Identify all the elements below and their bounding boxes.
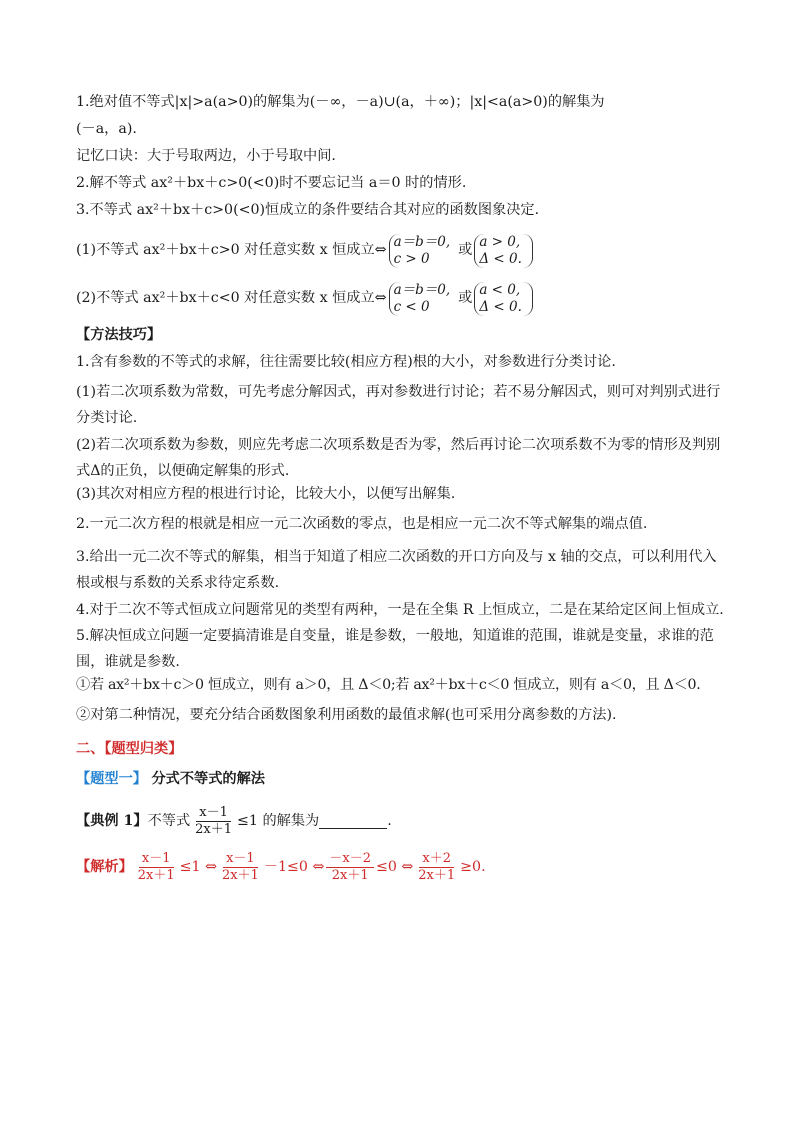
fraction-numerator: x－1 (196, 805, 231, 822)
or-word: 或 (458, 290, 473, 307)
note-1-line-2: (－a，a). (76, 121, 137, 137)
system-bracket (389, 234, 457, 268)
system-bracket (474, 234, 533, 268)
example-label: 【典例 1】 (76, 812, 148, 829)
method-1: 1.含有参数的不等式的求解，往往需要比较(相应方程)根的大小，对参数进行分类讨论. (76, 354, 616, 370)
answer-blank (319, 814, 387, 829)
note-3: 3.不等式 ax²＋bx＋c>0(<0)恒成立的条件要结合其对应的函数图象决定. (76, 202, 540, 218)
question-type-tag: 【题型一】 (76, 771, 147, 788)
method-2: 2.一元二次方程的根就是相应一元二次函数的零点，也是相应一元二次不等式解集的端点值. (76, 516, 648, 533)
fraction-denominator: 2x＋1 (418, 867, 456, 883)
methods-heading: 【方法技巧】 (76, 327, 162, 343)
system-row: a < 0, (479, 282, 521, 299)
method-1-2: (2)若二次项系数为参数，则应先考虑二次项系数是否为零，然后再讨论二次项系数不为零的情形及判别式Δ的正负，以便确定解集的形式. (76, 436, 721, 479)
fraction (326, 851, 374, 883)
section-title (76, 739, 726, 769)
solution-step: －1≤0 ⇔ (263, 858, 325, 875)
fraction-denominator: 2x＋1 (331, 867, 369, 883)
method-1-3: (3)其次对相应方程的根进行讨论，比较大小，以便写出解集. (76, 486, 456, 503)
mnemonic: 记忆口诀：大于号取两边，小于号取中间. (76, 148, 336, 164)
solution-step: ≥0. (460, 858, 486, 875)
question-type-name: 分式不等式的解法 (151, 771, 265, 788)
fraction-numerator: －x－2 (326, 851, 374, 868)
condition-1-text: (1)不等式 ax²＋bx＋c>0 对任意实数 x 恒成立⇔ (76, 242, 387, 259)
condition-2-text: (2)不等式 ax²＋bx＋c<0 对任意实数 x 恒成立⇔ (76, 290, 387, 307)
solution (76, 841, 726, 893)
example-end: . (387, 812, 392, 829)
fraction (219, 851, 262, 883)
solution-label: 【解析】 (76, 858, 133, 875)
solution-step: ≤0 ⇔ (375, 858, 414, 875)
method-5: 5.解决恒成立问题一定要搞清谁是自变量，谁是参数，一般地，知道谁的范围，谁就是变量，求谁的范围，谁就是参数. (76, 627, 714, 671)
fraction-numerator: x－1 (223, 851, 258, 868)
fraction-numerator: x－1 (139, 851, 174, 868)
example-suffix: ≤1 的解集为 (237, 812, 320, 829)
fraction-numerator: x＋2 (419, 851, 454, 868)
note-2: 2.解不等式 ax²＋bx＋c>0(<0)时不要忘记当 a＝0 时的情形. (76, 175, 467, 191)
example-1 (76, 801, 726, 841)
system-row: a > 0, (479, 234, 521, 251)
solution-step: ≤1 ⇔ (179, 858, 217, 875)
question-type-title (76, 769, 726, 801)
system-row: Δ < 0. (479, 299, 522, 315)
condition-2 (76, 275, 726, 323)
method-4: 4.对于二次不等式恒成立问题常见的类型有两种，一是在全集 R 上恒成立，二是在某给定区间上恒成立. (76, 601, 724, 618)
section-number: 二、 (76, 741, 105, 758)
system-row: a＝b＝0, (393, 234, 451, 251)
method-5-2: ②对第二种情况，要充分结合函数图象利用函数的最值求解(也可采用分离参数的方法). (76, 707, 617, 724)
fraction (135, 851, 178, 883)
system-row: c > 0 (393, 251, 430, 267)
system-row: Δ < 0. (479, 251, 522, 267)
method-3: 3.给出一元二次不等式的解集，相当于知道了相应二次函数的开口方向及与 x 轴的交点，可以利用代入根或根与系数的关系求待定系数. (76, 549, 717, 592)
system-row: c < 0 (393, 299, 430, 315)
fraction (192, 805, 235, 837)
system-bracket (474, 282, 533, 316)
note-1-line-1: 1.绝对值不等式|x|>a(a>0)的解集为(－∞，－a)∪(a，＋∞)；|x|<a(a>0)的解集为 (76, 94, 605, 110)
system-bracket (389, 282, 457, 316)
example-prefix: 不等式 (147, 812, 191, 829)
fraction-denominator: 2x＋1 (221, 867, 259, 883)
system-row: a＝b＝0, (393, 282, 451, 299)
section-title-text: 【题型归类】 (104, 741, 183, 758)
fraction-denominator: 2x＋1 (137, 867, 175, 883)
method-1-1: (1)若二次项系数为常数，可先考虑分解因式，再对参数进行讨论；若不易分解因式，则可对判别式进行分类讨论. (76, 384, 721, 427)
condition-1 (76, 227, 726, 275)
method-5-1: ①若 ax²＋bx＋c＞0 恒成立，则有 a＞0，且 Δ＜0;若 ax²＋bx＋c＜0 恒成立，则有 a＜0，且 Δ＜0. (76, 677, 701, 694)
fraction (415, 851, 458, 883)
document-page (76, 92, 726, 893)
or-word: 或 (458, 242, 473, 259)
fraction-denominator: 2x＋1 (195, 821, 233, 837)
